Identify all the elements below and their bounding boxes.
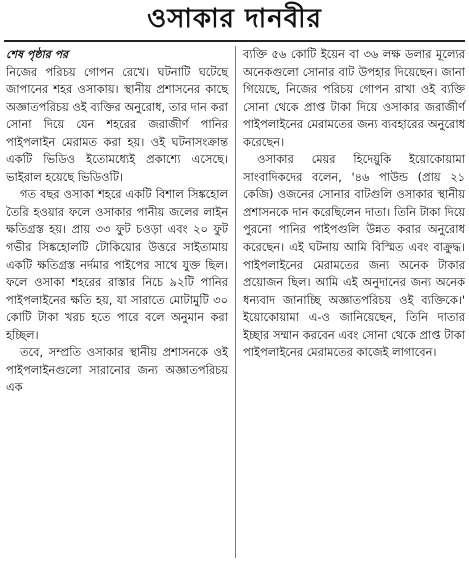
right-column xyxy=(243,46,465,362)
paragraph: ওসাকার মেয়র হিদেয়ুকি ইয়োকোয়ামা সাংবাদিকদের বলেন, '৪৬ পাউন্ড (প্রায় ২১ কেজি) ওজনের সোনার বাটগুলি ওসাকার স্থানীয় প্রশাসনকে দান করেছিলেন দাতা। তিনি টাকা দিয়ে পুরনো পানির পাইপগুলি উন্নত করার অনুরোধ করেছেন। এই ঘটনায় আমি বিস্মিত এবং বাক্রুদ্ধ। পাইপলাইনের মেরামতের জন্য অনেক টাকার প্রয়োজন ছিল। আমি এই অনুদানের জন্য অনেক ধন্যবাদ জানাচ্ছি অজ্ঞাতপরিচয় ওই ব্যক্তিকে।' ইয়োকোয়ামা এ-ও জানিয়েছেন, তিনি দাতার ইচ্ছার সম্মান করবেন এবং সোনা থেকে প্রাপ্ত টাকা পাইপলাইনের মেরামতের কাজেই লাগাবেন। xyxy=(243,152,465,360)
continued-from-label: শেষ পৃষ্ঠার পর xyxy=(6,48,69,61)
paragraph: গত বছর ওসাকা শহরে একটি বিশাল সিঙ্কহোল তৈরি হওয়ার ফলে ওসাকার পানীয় জলের লাইন ক্ষতিগ্রস্ত হয়। প্রায় ৩৩ ফুট চওড়া এবং ২০ ফুট গভীর সিঙ্কহোলটি টোকিয়োর উত্তরে সাইতামায় একটি ক্ষতিগ্রস্ত নর্দমার পাইপের সাথে যুক্ত ছিল। ফলে ওসাকা শহরের রাস্তার নিচে ৯২টি পানির পাইপলাইনের ক্ষতি হয়, যা সারাতে মোটামুটি ৩০ কোটি টাকা খরচ হতে পারে বলে অনুমান করা হচ্ছিল। xyxy=(6,187,228,342)
left-column xyxy=(6,46,228,397)
headline: ওসাকার দানবীর xyxy=(147,4,322,34)
column-divider xyxy=(235,46,236,558)
headline-rule xyxy=(4,40,465,42)
paragraph: নিজের পরিচয় গোপন রেখে। ঘটনাটি ঘটেছে জাপানের শহর ওসাকায়। স্থানীয় প্রশাসনের কাছে অজ্ঞাতপরিচয় ওই ব্যক্তির অনুরোধ, তার দান করা সোনা দিয়ে যেন শহরের জরাজীর্ণ পানির পাইপলাইন মেরামত করা হয়। ওই ঘটনাসংক্রান্ত একটি ভিডিও ইতোমধ্যেই প্রকাশ্যে এসেছে। ভাইরাল হয়েছে ভিডিওটি। xyxy=(6,64,228,184)
paragraph: তবে, সম্প্রতি ওসাকার স্থানীয় প্রশাসনকে ওই পাইপলাইনগুলো সারানোর জন্য অজ্ঞাতপরিচয় এক xyxy=(6,345,228,395)
paragraph: ব্যক্তি ৫৬ কোটি ইয়েন বা ৩৬ লক্ষ ডলার মূল্যের অনেকগুলো সোনার বাট উপহার দিয়েছেন। জানা গিয়েছে, নিজের পরিচয় গোপন রাখা ওই ব্যক্তি সোনা থেকে প্রাপ্ত টাকা দিয়ে ওসাকার জরাজীর্ণ পাইপলাইনের মেরামতের জন্য ব্যবহারের অনুরোধ করেছেন। xyxy=(243,47,465,149)
